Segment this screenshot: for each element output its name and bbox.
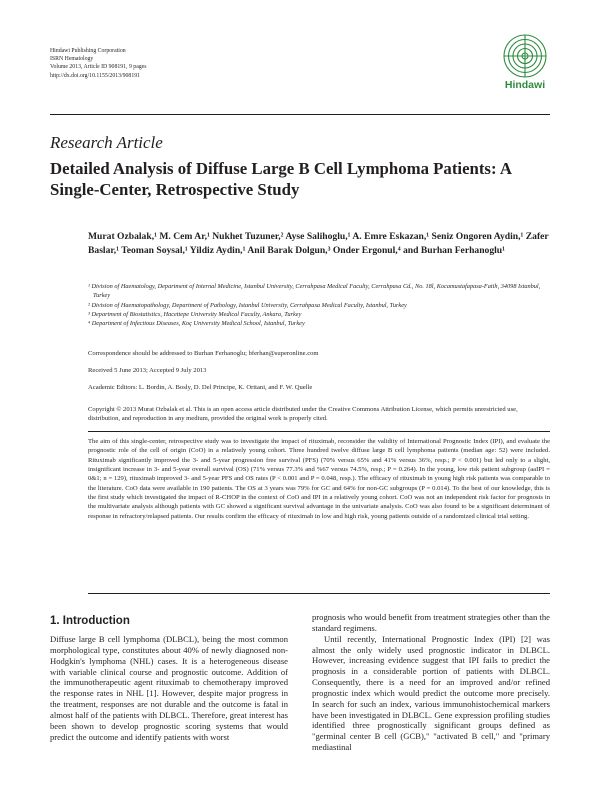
author-list: Murat Ozbalak,¹ M. Cem Ar,¹ Nukhet Tuzuner,² Ayse Salihoglu,¹ A. Emre Eskazan,¹ Seniz Ongoren Aydin,¹ Zafer Baslar,¹ Teoman Soysal,¹ Yildiz Aydin,¹ Anil Barak Dolgun,³ Onder Ergonul,⁴ and Burhan Ferhanoglu¹: [88, 231, 549, 256]
affiliations: [88, 282, 550, 328]
hindawi-logo: [496, 33, 554, 103]
article-title: Detailed Analysis of Diffuse Large B Cell Lymphoma Patients: A Single-Center, Retrospective Study: [50, 159, 512, 199]
hindawi-logo-text: Hindawi: [504, 79, 546, 91]
abstract-text: The aim of this single-center, retrospective study was to investigate the impact of rituximab, reconsider the validity of International Prognostic Index (IPI), and evaluate the prognostic role of the cell of origin (CoO) in a relatively young cohort. Three hundred twelve diffuse large B cell lymphoma patients (median age: 52) were included. Rituximab significantly improved the 3- and 5-year progression free survival (PFS) (70% versus 65% and 41% versus 36%, resp.; P < 0.001) but led only to a slight, insignificant increase in 3- and 5-year overall survival (OS) (71% versus 77.3% and %67 versus 74.5%, resp.; P = 0.264). In the young, low risk patient subgroup (aaIPI = 0&1; n = 129), rituximab improved 3- and 5-year PFS and OS rates (P < 0.001 and P = 0.048, resp.). The efficacy of rituximab in young high risk patients was comparable to the literature. CoO data were available in 190 patients. The OS at 3 years was 79% for GC and 64% for non-GC subgroups (P = 0.014). To the best of our knowledge, this is the first study which investigated the impact of R-CHOP in the context of CoO and IPI in a relatively young cohort. CoO was not an independent risk factor for prognosis in the multivariate analysis although patients with GC showed a significant survival advantage in the univariate analysis. CoO was also found to be a significant determinant of response in refractory/relapsed patients. Our results confirm the efficacy of rituximab in low and high risk, young patients outside of a randomized clinical trial setting.: [88, 438, 550, 520]
volume-line: Volume 2013, Article ID 908191, 9 pages: [50, 64, 147, 71]
journal-header: [50, 47, 310, 80]
affiliation-1: ¹ Division of Haematology, Department of Internal Medicine, Istanbul University, Cerrahpasa Medical Faculty, Cerrahpasa Cd., No. 18l, Kocamustafapasa-Fatih, 34098 Istanbul, Turkey: [88, 283, 541, 300]
intro-paragraph-1: Diffuse large B cell lymphoma (DLBCL), being the most common morphological type, constitutes about 40% of newly diagnosed non-Hodgkin's lymphoma (NHL) cases. It is a heterogeneous disease with variable clinical course and prognostic outcome. Addition of the immunotherapeutic agent rituximab to chemotherapy improved the response rates in NHL [1]. However, despite major progress in the treatment, responses are not durable and the outcome is fatal in almost half of the patients with DLBCL. Therefore, great interest has been shown to develop prognostic scoring systems that would predict the outcome and identify patients with worst: [50, 634, 288, 742]
header-rule: [50, 114, 550, 115]
affiliation-2: ² Division of Haematopathology, Department of Pathology, Istanbul University, Cerrahpasa Medical Faculty, Istanbul, Turkey: [88, 301, 407, 309]
copyright-notice: Copyright © 2013 Murat Ozbalak et al. This is an open access article distributed under the Creative Commons Attribution License, which permits unrestricted use, distribution, and reproduction in any medium, provided the original work is properly cited.: [88, 406, 518, 422]
received-dates: Received 5 June 2013; Accepted 9 July 2013: [88, 367, 207, 374]
intro-paragraph-1-continued: prognosis who would benefit from treatment strategies other than the standard regimens.: [312, 612, 550, 633]
body-column-left: [50, 634, 288, 742]
doi-link[interactable]: http://dx.doi.org/10.1155/2013/908191: [50, 72, 141, 79]
intro-paragraph-2: Until recently, International Prognostic Index (IPI) [2] was almost the only widely used prognostic indicator in DLBCL. However, increasing evidence suggest that IPI fails to predict the prognosis in a considerable portion of patients with DLBCL. Consequently, there is a need for an improved and/or refined prognostic index which would predict the outcome more precisely. In search for such an index, various immunohistochemical markers have been investigated in DLBCL. Gene expression profiling studies identified three prognostically significant groups defined as "germinal center B cell (GCB)," "activated B cell," and "primary mediastinal: [312, 633, 550, 753]
academic-editors: Academic Editors: L. Bordin, A. Bosly, D. Del Principe, K. Oritani, and F. W. Quelle: [88, 384, 313, 391]
correspondence-line: Correspondence should be addressed to Burhan Ferhanoglu; bferhan@superonline.com: [88, 350, 319, 357]
article-type: Research Article: [50, 133, 163, 152]
abstract-top-rule: [88, 431, 550, 432]
section-heading: 1. Introduction: [50, 615, 130, 627]
affiliation-3: ³ Department of Biostatistics, Hacettepe University Medical Faculty, Ankara, Turkey: [88, 310, 302, 318]
affiliation-4: ⁴ Department of Infectious Diseases, Koç University Medical School, Istanbul, Turkey: [88, 320, 305, 328]
journal-name: ISRN Hematology: [50, 56, 94, 63]
publisher-line: Hindawi Publishing Corporation: [50, 48, 126, 54]
hindawi-logo-icon: [502, 33, 548, 79]
abstract-bottom-rule: [88, 593, 550, 594]
body-column-right: [312, 612, 550, 753]
